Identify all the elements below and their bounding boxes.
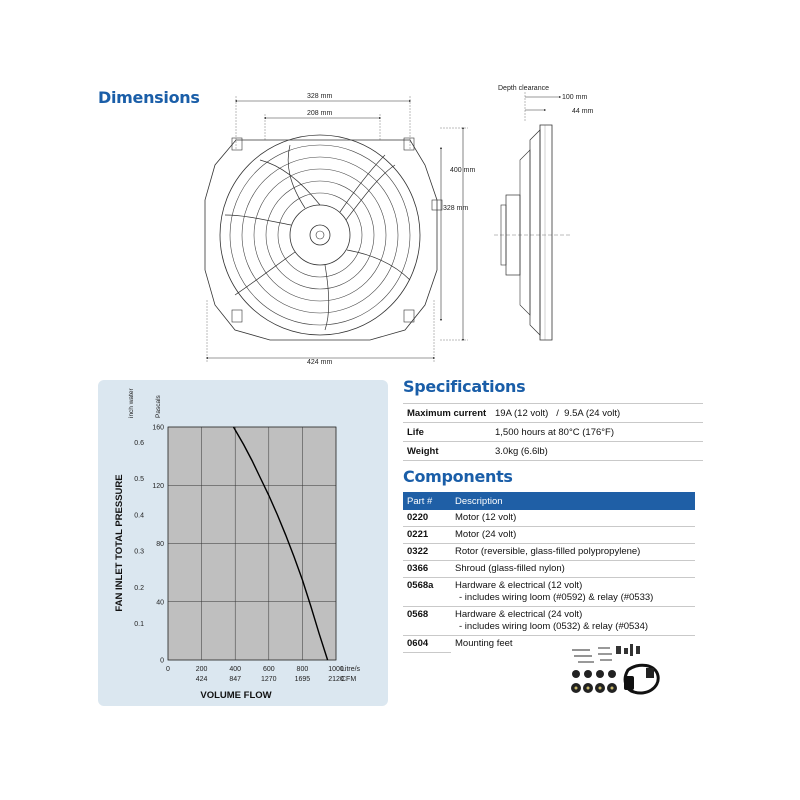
dim-424-width: 424 mm xyxy=(307,359,333,366)
fan-front-drawing xyxy=(190,80,490,370)
spec-row xyxy=(403,404,703,423)
part-description-sub: - includes wiring loom (#0592) & relay (#0533) xyxy=(459,592,654,603)
part-description xyxy=(451,578,695,607)
y-tick-label-inch: 0.3 xyxy=(134,548,144,556)
part-description xyxy=(451,607,695,636)
x-tick-label-litre: 0 xyxy=(166,666,170,673)
part-description: Mounting feet xyxy=(455,638,513,649)
y-tick-label-inch: 0.2 xyxy=(134,584,144,592)
spec-label: Maximum current xyxy=(403,404,491,423)
y-tick-label-pascal: 120 xyxy=(152,482,164,490)
components-heading: Components xyxy=(403,467,513,486)
table-row xyxy=(403,578,695,607)
fan-side-drawing xyxy=(490,80,600,350)
dim-400-height: 400 mm xyxy=(450,167,476,174)
dimensions-heading: Dimensions xyxy=(98,88,200,107)
x-tick-label-cfm: 2120 xyxy=(328,676,344,683)
y-unit-inch-water: inch water xyxy=(128,388,135,418)
x-unit-cfm: CFM xyxy=(341,676,357,683)
spec-row xyxy=(403,442,703,461)
x-tick-label-litre: 600 xyxy=(262,666,275,673)
y-tick-label-pascal: 80 xyxy=(156,541,164,548)
performance-chart xyxy=(98,380,388,706)
part-description: Motor (24 volt) xyxy=(451,527,695,544)
part-description-main: Hardware & electrical (24 volt) xyxy=(455,609,583,620)
x-tick-label-litre: 800 xyxy=(296,666,309,673)
hardware-kit-image xyxy=(558,640,668,706)
x-tick-label-litre: 200 xyxy=(195,666,208,673)
part-number: 0221 xyxy=(403,527,451,544)
dim-100-depth: 100 mm xyxy=(562,94,588,101)
spec-value: 3.0kg (6.6lb) xyxy=(491,442,703,461)
spec-value: 1,500 hours at 80°C (176°F) xyxy=(491,423,703,442)
table-row xyxy=(403,510,695,527)
specifications-heading: Specifications xyxy=(403,377,526,396)
part-number: 0568a xyxy=(403,578,451,607)
y-tick-label-inch: 0.5 xyxy=(134,476,144,484)
table-row xyxy=(403,607,695,636)
part-description-main: Hardware & electrical (12 volt) xyxy=(455,580,583,591)
col-part-header: Part # xyxy=(403,492,451,510)
part-number: 0366 xyxy=(403,561,451,578)
x-axis-label: VOLUME FLOW xyxy=(200,690,272,701)
x-tick-label-litre: 400 xyxy=(229,666,242,673)
x-tick-label-cfm: 847 xyxy=(229,676,242,683)
y-tick-label-pascal: 40 xyxy=(156,599,164,607)
part-number: 0604 xyxy=(403,636,451,653)
dim-208-width: 208 mm xyxy=(307,110,333,117)
part-number: 0568 xyxy=(403,607,451,636)
y-tick-label-inch: 0.6 xyxy=(134,439,144,447)
spec-row xyxy=(403,423,703,442)
spec-label: Weight xyxy=(403,442,491,461)
y-tick-label-pascal: 160 xyxy=(152,424,164,432)
y-tick-label-pascal: 0 xyxy=(160,657,164,665)
part-description-sub: - includes wiring loom (0532) & relay (#0534) xyxy=(459,621,649,632)
y-tick-label-inch: 0.4 xyxy=(134,512,144,520)
dim-44-depth: 44 mm xyxy=(572,108,594,115)
part-description: Shroud (glass-filled nylon) xyxy=(451,561,695,578)
y-unit-pascals: Pascals xyxy=(155,395,162,418)
table-row xyxy=(403,561,695,578)
table-row xyxy=(403,527,695,544)
depth-clearance-label: Depth clearance xyxy=(498,85,549,92)
col-description-header: Description xyxy=(451,492,695,510)
spec-label: Life xyxy=(403,423,491,442)
part-description: Rotor (reversible, glass-filled polypropylene) xyxy=(451,544,695,561)
y-tick-label-inch: 0.1 xyxy=(134,621,144,629)
dim-328-width: 328 mm xyxy=(307,93,333,100)
part-description: Motor (12 volt) xyxy=(451,510,695,527)
dim-328-height: 328 mm xyxy=(443,205,469,212)
components-header-row xyxy=(403,492,695,510)
specifications-table xyxy=(403,403,703,461)
table-row xyxy=(403,544,695,561)
part-number: 0322 xyxy=(403,544,451,561)
x-tick-label-cfm: 1270 xyxy=(261,676,277,683)
x-unit-litre: Litre/s xyxy=(341,666,361,673)
x-tick-label-cfm: 1695 xyxy=(294,676,311,683)
x-tick-label-litre: 1000 xyxy=(328,666,344,673)
x-tick-label-cfm: 424 xyxy=(195,676,208,683)
components-table xyxy=(403,492,695,653)
y-axis-label: FAN INLET TOTAL PRESSURE xyxy=(114,474,125,612)
spec-value: 19A (12 volt) / 9.5A (24 volt) xyxy=(491,404,703,423)
part-number: 0220 xyxy=(403,510,451,527)
